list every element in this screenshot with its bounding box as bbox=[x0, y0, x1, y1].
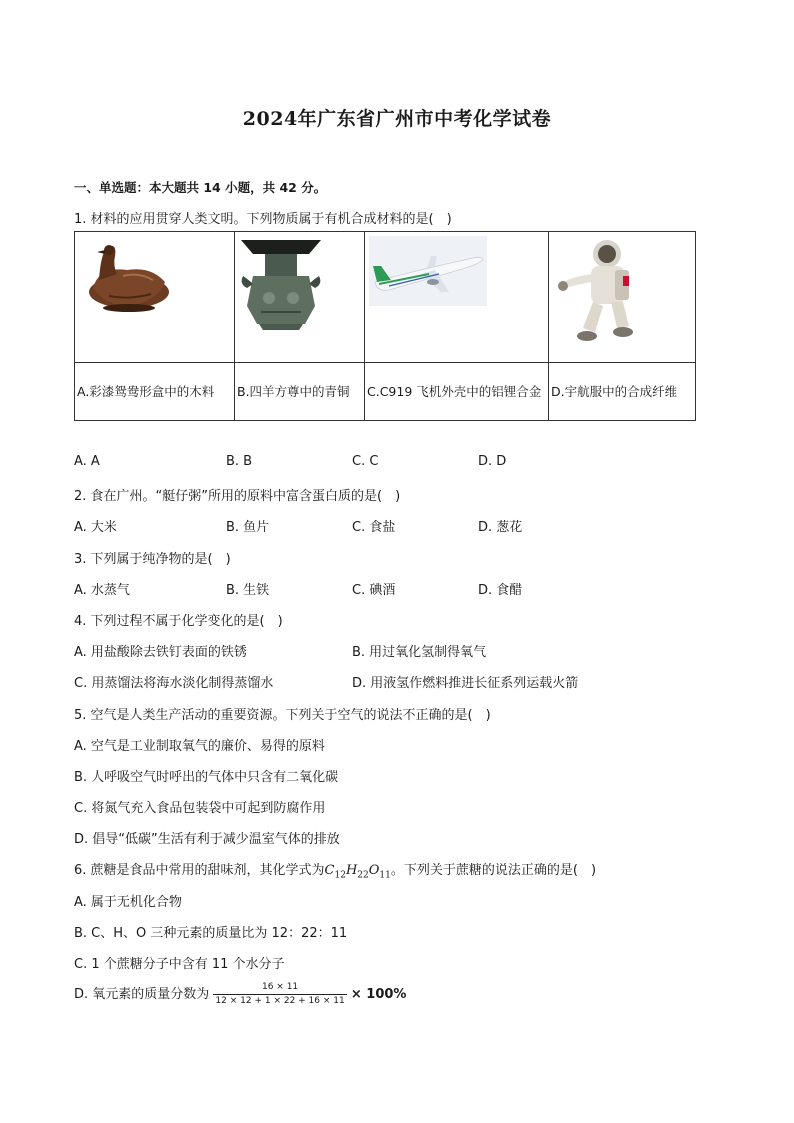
q6-option-a[interactable]: A. 属于无机化合物 bbox=[74, 895, 182, 910]
cell-label-b: B.四羊方尊中的青铜 bbox=[235, 363, 365, 421]
question-4-stem: 4. 下列过程不属于化学变化的是( ) bbox=[74, 614, 283, 629]
fraction-denominator: 12 × 12 + 1 × 22 + 16 × 11 bbox=[215, 996, 345, 1006]
question-6-stem bbox=[74, 859, 596, 881]
q2-option-c[interactable]: C. 食盐 bbox=[352, 520, 396, 535]
q2-option-a[interactable]: A. 大米 bbox=[74, 520, 117, 535]
cell-label-a: A.彩漆鸳鸯形盒中的木料 bbox=[75, 363, 235, 421]
q2-option-d[interactable]: D. 葱花 bbox=[478, 520, 523, 535]
q3-option-d[interactable]: D. 食醋 bbox=[478, 583, 523, 598]
page-title: 2024年广东省广州市中考化学试卷 bbox=[242, 108, 552, 130]
image-cell-b bbox=[235, 232, 365, 363]
question-3-stem: 3. 下列属于纯净物的是( ) bbox=[74, 552, 231, 567]
question-2-stem: 2. 食在广州。“艇仔粥”所用的原料中富含蛋白质的是( ) bbox=[74, 489, 401, 504]
q4-option-b[interactable]: B. 用过氧化氢制得氧气 bbox=[352, 645, 487, 660]
q5-option-b[interactable]: B. 人呼吸空气时呼出的气体中只含有二氧化碳 bbox=[74, 770, 339, 785]
image-cell-d bbox=[549, 232, 696, 363]
q6-stem-prefix: 6. 蔗糖是食品中常用的甜味剂，其化学式为 bbox=[74, 863, 325, 878]
question-5-stem: 5. 空气是人类生产活动的重要资源。下列关于空气的说法不正确的是( ) bbox=[74, 708, 491, 723]
cell-label-c: C.C919 飞机外壳中的铝锂合金 bbox=[365, 363, 549, 421]
q1-option-a[interactable]: A. A bbox=[74, 454, 100, 469]
q2-option-b[interactable]: B. 鱼片 bbox=[226, 520, 270, 535]
q4-option-d[interactable]: D. 用液氢作燃料推进长征系列运载火箭 bbox=[352, 676, 579, 691]
q6-option-d-prefix: D. 氧元素的质量分数为 bbox=[74, 987, 210, 1002]
image-cell-c bbox=[365, 232, 549, 363]
section-heading: 一、单选题：本大题共 14 小题，共 42 分。 bbox=[74, 180, 327, 195]
q3-option-c[interactable]: C. 碘酒 bbox=[352, 583, 396, 598]
q5-option-a[interactable]: A. 空气是工业制取氧气的廉价、易得的原料 bbox=[74, 739, 325, 754]
cell-label-d: D.宇航服中的合成纤维 bbox=[549, 363, 696, 421]
q6-option-c[interactable]: C. 1 个蔗糖分子中含有 11 个水分子 bbox=[74, 957, 285, 972]
fraction-numerator: 16 × 11 bbox=[213, 982, 346, 995]
q1-option-c[interactable]: C. C bbox=[352, 454, 379, 469]
q4-option-a[interactable]: A. 用盐酸除去铁钉表面的铁锈 bbox=[74, 645, 247, 660]
q6-stem-suffix: 。下列关于蔗糖的说法正确的是( ) bbox=[390, 863, 597, 878]
sucrose-formula: $C_{12}H_{22}O_{11}$ bbox=[324, 863, 391, 881]
question-1-stem: 1. 材料的应用贯穿人类文明。下列物质属于有机合成材料的是( ) bbox=[74, 212, 452, 227]
q6-option-d[interactable] bbox=[74, 982, 406, 1007]
bronze-four-goat-zun-image bbox=[239, 236, 323, 330]
q5-option-d[interactable]: D. 倡导“低碳”生活有利于减少温室气体的排放 bbox=[74, 832, 340, 847]
q1-option-d[interactable]: D. D bbox=[478, 454, 507, 469]
lacquer-duck-box-image bbox=[79, 236, 171, 314]
q3-option-b[interactable]: B. 生铁 bbox=[226, 583, 270, 598]
q6-option-b[interactable]: B. C、H、O 三种元素的质量比为 12：22：11 bbox=[74, 926, 348, 941]
q3-option-a[interactable]: A. 水蒸气 bbox=[74, 583, 130, 598]
oxygen-mass-fraction bbox=[213, 982, 346, 1007]
c919-airplane-image bbox=[369, 236, 487, 306]
q4-option-c[interactable]: C. 用蒸馏法将海水淡化制得蒸馏水 bbox=[74, 676, 274, 691]
materials-table bbox=[74, 231, 696, 421]
q6-option-d-suffix: × 100% bbox=[350, 987, 407, 1002]
q1-option-b[interactable]: B. B bbox=[226, 454, 253, 469]
spacesuit-astronaut-image bbox=[553, 236, 643, 348]
image-cell-a bbox=[75, 232, 235, 363]
q5-option-c[interactable]: C. 将氮气充入食品包装袋中可起到防腐作用 bbox=[74, 801, 326, 816]
